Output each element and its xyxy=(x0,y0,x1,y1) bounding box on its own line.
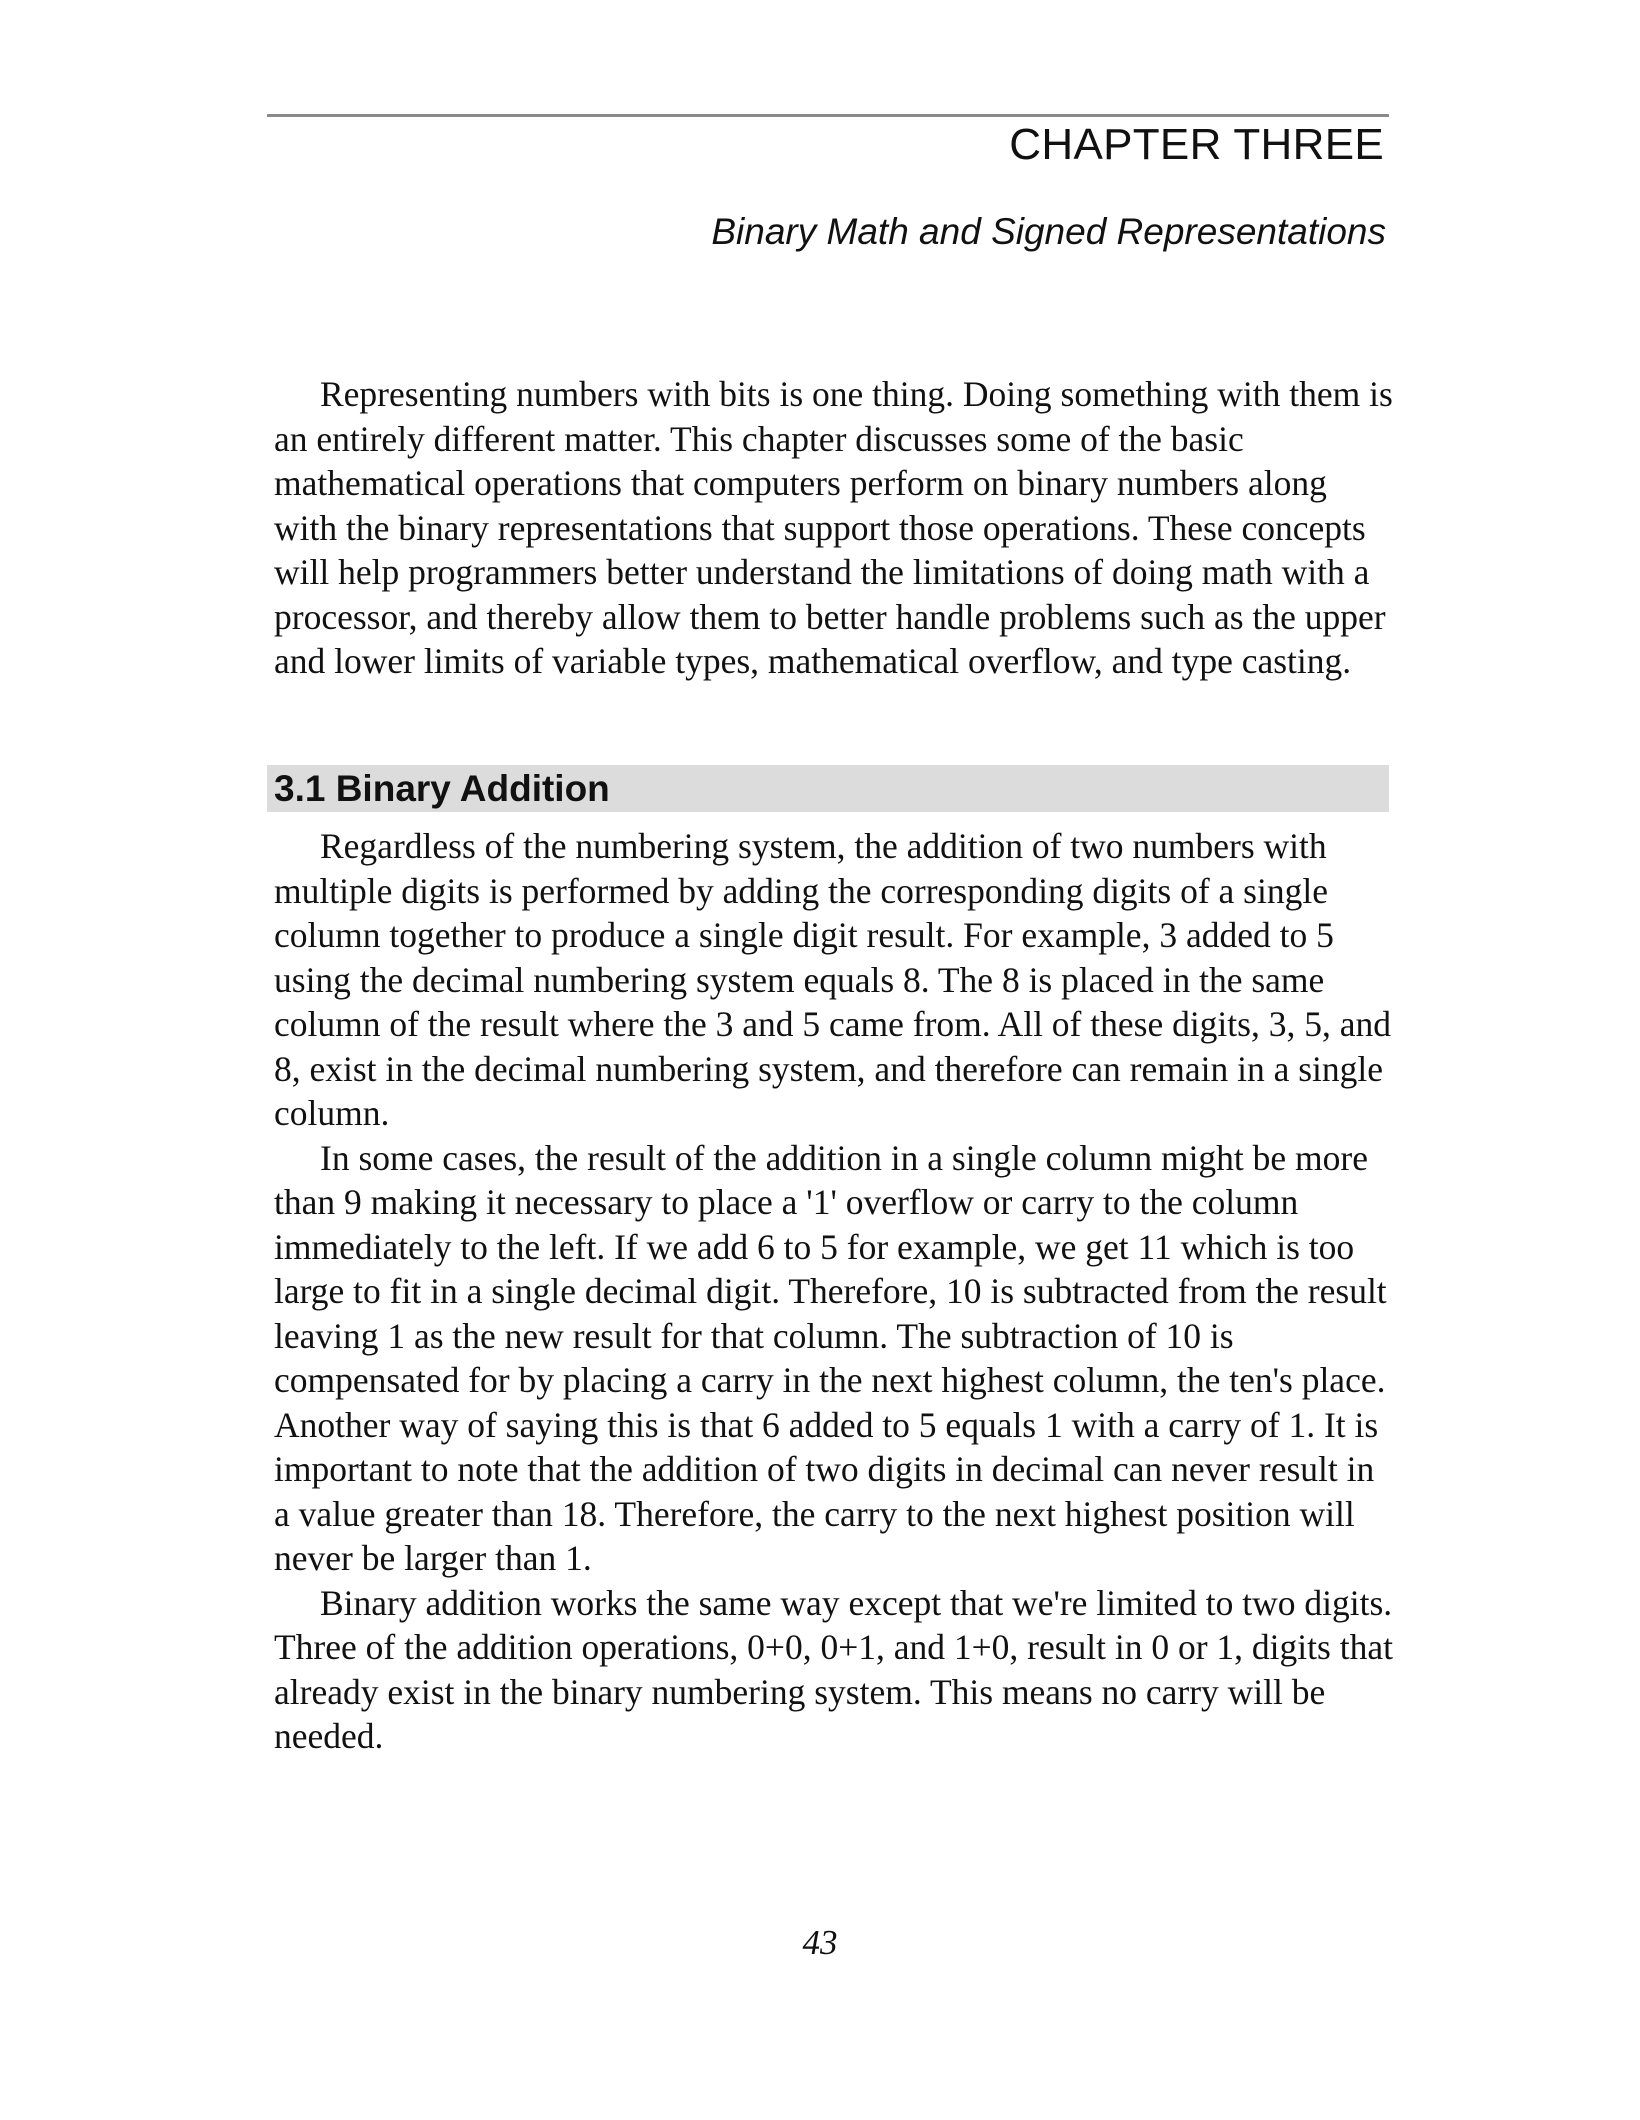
section-paragraph: Binary addition works the same way except that we're limited to two digits. Three of the addition operations, 0+0, 0+1, and 1+0, result in 0 or 1, digits that already exist in the binary numbering system. This means no carry will be needed. xyxy=(274,1582,1393,1756)
page-number: 43 xyxy=(802,1923,838,1962)
chapter-title: CHAPTER THREE xyxy=(1009,120,1384,169)
chapter-subtitle: Binary Math and Signed Representations xyxy=(711,211,1386,252)
section-paragraph: In some cases, the result of the addition in a single column might be more than 9 making it necessary to place a '1' overflow or carry to the column immediately to the left. If we add 6 to 5 for example, we get 11 which is too large to fit in a single decimal digit. Therefore, 10 is subtracted from the result leaving 1 as the new result for that column. The subtraction of 10 is compensated for by placing a carry in the next highest column, the ten's place. Another way of saying this is that 6 added to 5 equals 1 with a carry of 1. It is important to note that the addition of two digits in decimal can never result in a value greater than 18. Therefore, the carry to the next highest position will never be larger than 1. xyxy=(274,1137,1387,1578)
intro-paragraph: Representing numbers with bits is one thing. Doing something with them is an entirely different matter. This chapter discusses some of the basic mathematical operations that computers perform on binary numbers along with the binary representations that support those operations. These concepts will help programmers better understand the limitations of doing math with a processor, and thereby allow them to better handle problems such as the upper and lower limits of variable types, mathematical overflow, and type casting. xyxy=(274,374,1393,681)
section-text-block xyxy=(274,824,1394,1759)
header-rule xyxy=(267,114,1389,117)
intro-text-block xyxy=(274,372,1394,684)
section-paragraph: Regardless of the numbering system, the addition of two numbers with multiple digits is performed by adding the corresponding digits of a single column together to produce a single digit result. For example, 3 added to 5 using the decimal numbering system equals 8. The 8 is placed in the same column of the result where the 3 and 5 came from. All of these digits, 3, 5, and 8, exist in the decimal numbering system, and therefore can remain in a single column. xyxy=(274,826,1391,1133)
section-heading: 3.1 Binary Addition xyxy=(274,768,610,809)
